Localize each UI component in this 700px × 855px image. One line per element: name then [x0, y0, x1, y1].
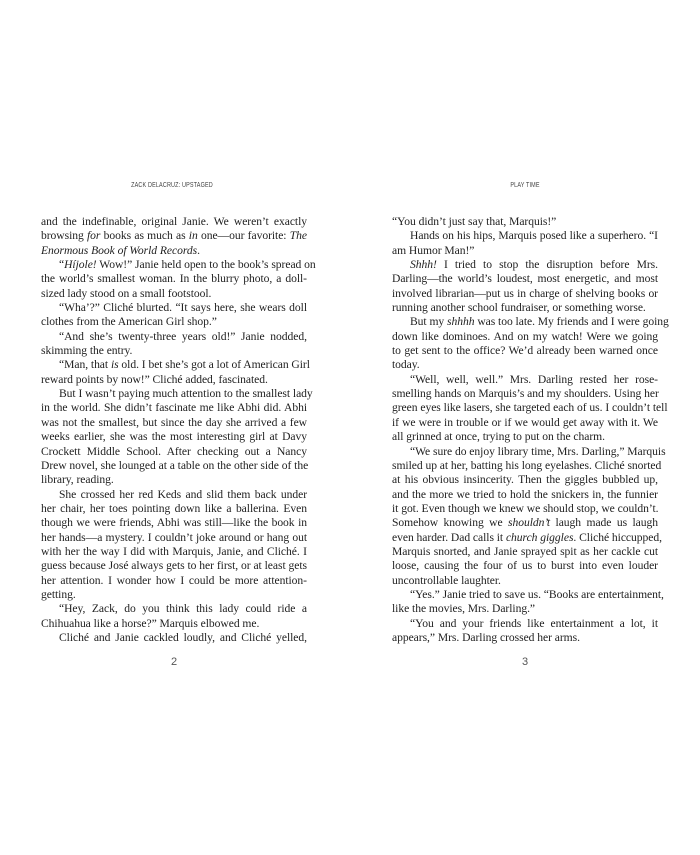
text-line	[392, 301, 658, 315]
text-line	[41, 473, 307, 487]
text-line	[392, 387, 658, 401]
text-segment: smelling hands on Marquis’s and my shoulders. Using her	[392, 387, 659, 401]
text-segment: “Wha’?” Cliché blurted. “It says here, she wears doll	[59, 301, 307, 315]
text-segment: old. I bet she’s got a lot of American Girl	[118, 358, 310, 372]
text-line	[392, 617, 658, 631]
text-line	[392, 631, 658, 645]
text-segment: am Humor Man!”	[392, 243, 475, 257]
text-line	[392, 416, 658, 430]
text-segment: skimming the entry.	[41, 344, 133, 358]
text-segment: getting.	[41, 587, 76, 601]
text-segment: uncontrollable laughter.	[392, 573, 501, 587]
text-segment: involved librarian—put us in charge of shelving books or	[392, 286, 658, 300]
text-line	[41, 373, 307, 387]
text-line	[392, 444, 666, 459]
text-line	[41, 215, 307, 229]
text-segment: the world’s smallest woman. In the blurry photo, a doll-	[41, 272, 307, 286]
text-segment: her chair, her toes pointing down like a ballerina. Even	[41, 501, 307, 515]
text-segment: library, reading.	[41, 473, 114, 487]
text-segment: and the indefinable, original Janie. We weren’t exactly	[41, 215, 307, 228]
text-line	[41, 459, 307, 473]
text-segment: I tried to stop the disruption before Mrs.	[436, 258, 658, 272]
text-line	[392, 215, 658, 229]
text-line	[41, 330, 307, 344]
page-number: 3	[521, 656, 529, 668]
text-line	[41, 631, 307, 645]
text-line	[41, 244, 307, 258]
running-head-chapter-title: PLAY TIME	[510, 182, 540, 189]
text-line	[41, 430, 307, 444]
text-line	[41, 531, 307, 545]
text-segment: But my	[410, 315, 448, 329]
text-segment: “Man, that	[59, 358, 111, 372]
text-line	[41, 416, 307, 430]
text-line	[392, 545, 658, 559]
text-segment: Drew novel, she lounged at a table on the other side of the	[41, 458, 309, 472]
text-line	[392, 287, 658, 301]
text-segment: Somehow knowing we	[392, 516, 509, 530]
text-line	[392, 559, 658, 573]
text-line	[41, 602, 307, 616]
text-line	[41, 502, 307, 516]
text-segment: Marquis snorted, and Janie sprayed spit as her cackle cut	[392, 544, 658, 558]
text-line	[392, 602, 658, 616]
text-line	[41, 574, 307, 588]
text-segment: But I wasn’t paying much attention to the smallest lady	[59, 387, 313, 401]
italic-text: for	[87, 229, 101, 243]
text-line	[392, 373, 658, 387]
text-segment: and the more we tried to hold the snickers in, the funnier	[392, 487, 658, 501]
text-line	[392, 358, 658, 372]
italic-text: church giggles	[505, 530, 574, 544]
text-line	[41, 315, 307, 329]
text-segment: today.	[392, 358, 420, 372]
text-line	[41, 387, 313, 401]
text-segment: sized lady stood on a small footstool.	[41, 286, 212, 300]
text-segment: if we were in trouble or if we would get away with it. We	[392, 415, 658, 429]
text-line	[392, 587, 664, 602]
text-line	[41, 488, 307, 502]
text-segment: “We sure do enjoy library time, Mrs. Darling,” Marquis	[410, 444, 666, 458]
text-segment: laugh made us laugh	[550, 516, 659, 530]
text-segment: books as much as	[100, 229, 189, 243]
text-segment: with her the way I did with Marquis, Janie, and Cliché. I	[41, 544, 307, 558]
text-segment: green eyes like lasers, she targeted each of us. I couldn’t tell	[392, 401, 668, 415]
italic-text: in	[188, 229, 198, 243]
text-segment: smiled up at her, batting his long eyelashes. Cliché snorted	[392, 458, 662, 472]
text-line	[392, 458, 662, 473]
left-page-body-text	[41, 215, 316, 645]
text-segment: at his obvious insincerity. Then the giggles bubbled up,	[392, 473, 658, 487]
text-line	[41, 588, 307, 602]
right-page-body-text	[392, 215, 669, 645]
text-line	[392, 516, 658, 530]
text-line	[41, 301, 307, 315]
text-line	[392, 530, 662, 545]
text-segment: reward points by now!” Cliché added, fascinated.	[41, 372, 268, 386]
text-segment: even harder. Dad calls it	[392, 530, 506, 544]
italic-text: Híjole!	[64, 258, 97, 272]
text-line	[41, 445, 307, 459]
text-segment: appears,” Mrs. Darling crossed her arms.	[392, 630, 580, 644]
text-line	[41, 545, 307, 559]
text-segment: in the world. She didn’t fascinate me like Abhi did. Abhi	[41, 401, 307, 415]
text-segment: . Cliché hiccupped,	[573, 530, 662, 544]
text-line	[392, 401, 668, 415]
text-line	[41, 617, 307, 631]
text-segment: guess because José always gets to her first, or at least gets	[41, 559, 307, 573]
text-segment: one—our favorite:	[197, 229, 290, 243]
text-line	[392, 502, 658, 516]
text-line	[392, 272, 658, 286]
text-line	[392, 488, 658, 502]
text-segment: .	[197, 243, 200, 257]
text-line	[41, 229, 307, 243]
italic-text: The	[289, 229, 307, 243]
text-line	[41, 401, 307, 415]
text-segment: “You didn’t just say that, Marquis!”	[392, 215, 557, 228]
text-segment: She crossed her red Keds and slid them back under	[59, 487, 307, 501]
text-segment: Chihuahua like a horse?” Marquis elbowed me.	[41, 616, 260, 630]
text-segment: it got. Even though we knew we should stop, we couldn’t.	[392, 501, 659, 515]
text-line	[41, 258, 316, 272]
text-segment: “	[59, 258, 65, 272]
text-segment: was too late. My friends and I were going	[474, 315, 669, 329]
text-line	[392, 244, 658, 258]
text-segment: down like dominoes. And on my watch! Were we going	[392, 329, 658, 343]
text-segment: her hands—a mystery. I couldn’t joke around or hang out	[41, 530, 307, 544]
text-line	[392, 330, 658, 344]
italic-text: is	[110, 358, 119, 372]
text-segment: loose, causing the four of us to burst into even louder	[392, 559, 658, 573]
text-line	[392, 430, 658, 444]
text-segment: clothes from the American Girl shop.”	[41, 315, 217, 329]
italic-text: shhhh	[447, 315, 475, 329]
text-line	[41, 344, 307, 358]
text-line	[392, 344, 658, 358]
text-segment: was not the smallest, but since the day she arrived a few	[41, 415, 307, 429]
page-number: 2	[170, 656, 178, 668]
text-segment: browsing	[41, 229, 88, 243]
text-segment: Hands on his hips, Marquis posed like a superhero. “I	[410, 229, 658, 243]
text-line	[392, 473, 658, 487]
text-line	[41, 516, 307, 530]
text-segment: though we were friends, Abhi was still—like the book in	[41, 516, 307, 530]
text-line	[392, 229, 658, 243]
text-line	[392, 574, 658, 588]
text-line	[41, 358, 310, 372]
text-line	[392, 258, 658, 272]
text-segment: like the movies, Mrs. Darling.”	[392, 602, 536, 616]
italic-text: Enormous Book of World Records	[41, 243, 198, 257]
text-segment: “Well, well, well.” Mrs. Darling rested her rose-	[410, 372, 658, 386]
text-line	[41, 272, 307, 286]
text-segment: to get sent to the office? We’d already been warned once	[392, 344, 658, 358]
text-line	[41, 287, 307, 301]
right-page	[392, 0, 669, 855]
text-segment: “You and your friends like entertainment a lot, it	[410, 616, 658, 630]
text-segment: “Hey, Zack, do you think this lady could ride a	[59, 602, 307, 616]
text-segment: Wow!” Janie held open to the book’s spread on	[96, 258, 316, 272]
text-segment: “Yes.” Janie tried to save us. “Books are entertainment,	[410, 587, 664, 601]
text-segment: all grinned at once, trying to put on the charm.	[392, 430, 605, 444]
running-head-book-title: ZACK DELACRUZ: UPSTAGED	[131, 182, 213, 189]
italic-text: Shhh!	[410, 258, 437, 272]
left-page	[41, 0, 316, 855]
text-segment: Darling—the world’s loudest, most energetic, and most	[392, 272, 658, 286]
text-segment: “And she’s twenty-three years old!” Janie nodded,	[59, 329, 307, 343]
text-segment: her attention. I wonder how I could be more attention-	[41, 573, 307, 587]
text-segment: Cliché and Janie cackled loudly, and Cliché yelled,	[59, 630, 307, 644]
text-segment: weeks earlier, she was the most interesting girl at Davy	[41, 430, 307, 444]
text-segment: Crockett Middle School. After checking out a Nancy	[41, 444, 307, 458]
text-line	[392, 315, 669, 329]
text-segment: running another school fundraiser, or something worse.	[392, 301, 646, 315]
text-line	[41, 559, 307, 573]
italic-text: shouldn’t	[508, 516, 551, 530]
